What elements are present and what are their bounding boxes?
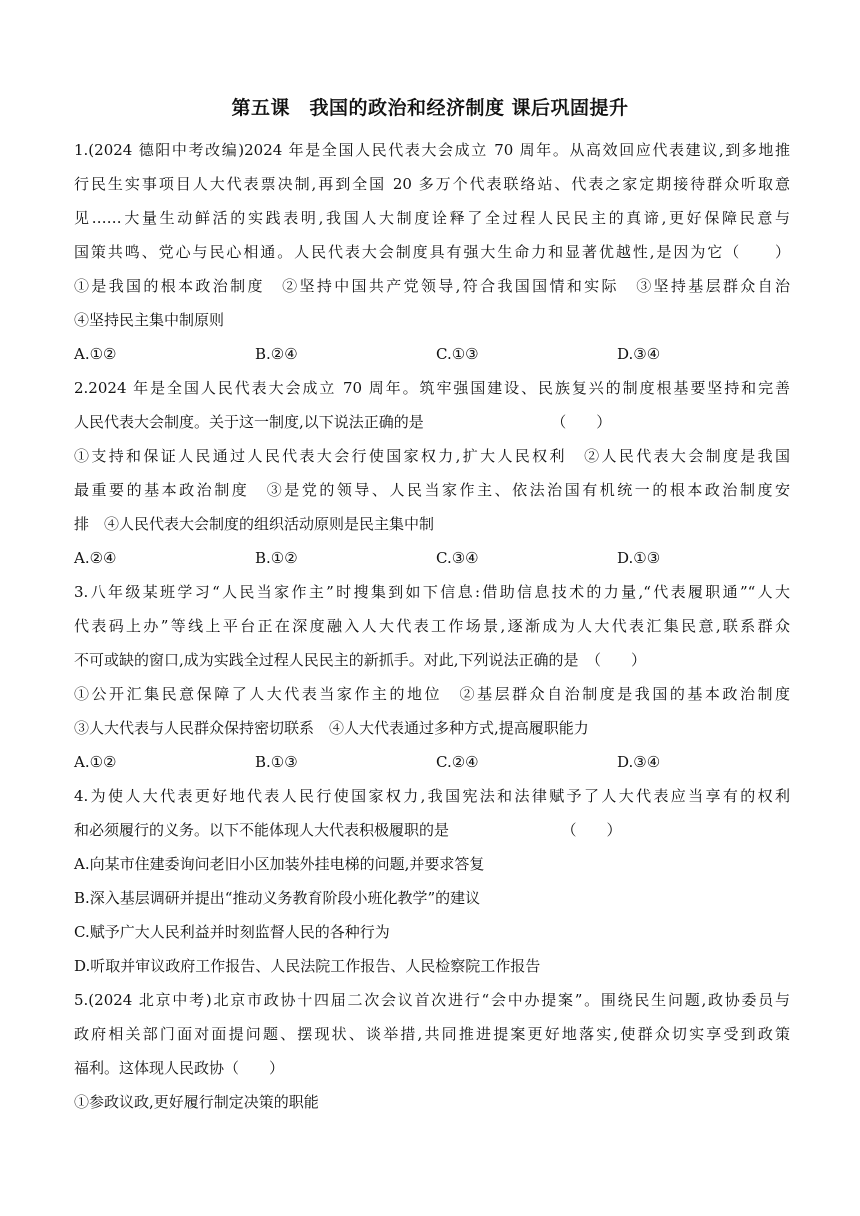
option-b: B.①② <box>255 549 298 567</box>
question-text-line: 2.2024 年是全国人民代表大会成立 70 周年。筑牢强国建设、民族复兴的制度根基要坚持和完善 <box>74 379 790 397</box>
answer-options <box>74 337 790 371</box>
question-text-line: 不可或缺的窗口,成为实践全过程人民民主的新抓手。对此,下列说法正确的是 （ ） <box>74 651 647 669</box>
question-5 <box>74 983 790 1119</box>
question-1 <box>74 133 790 371</box>
option-a: A.①② <box>74 345 117 363</box>
statement-line: ①参政议政,更好履行制定决策的职能 <box>74 1093 319 1111</box>
option-b: B.②④ <box>255 345 298 363</box>
question-text-line: 人民代表大会制度。关于这一制度,以下说法正确的是 （ ） <box>74 413 612 431</box>
question-text-line: 代表码上办”等线上平台正在深度融入人大代表工作场景,逐渐成为人大代表汇集民意,联系群众 <box>74 617 790 635</box>
option-a-line: A.向某市住建委询问老旧小区加装外挂电梯的问题,并要求答复 <box>74 855 485 873</box>
question-text-line: 行民生实事项目人大代表票决制,再到全国 20 多万个代表联络站、代表之家定期接待群众听取意 <box>74 175 790 193</box>
statement-line: ①公开汇集民意保障了人大代表当家作主的地位 ②基层群众自治制度是我国的基本政治制度 <box>74 685 790 703</box>
option-c: C.①③ <box>436 345 479 363</box>
option-d: D.③④ <box>617 345 661 363</box>
question-4 <box>74 779 790 983</box>
statement-line: ①是我国的根本政治制度 ②坚持中国共产党领导,符合我国国情和实际 ③坚持基层群众自治 <box>74 277 790 295</box>
statement-line: 最重要的基本政治制度 ③是党的领导、人民当家作主、依法治国有机统一的根本政治制度安 <box>74 481 790 499</box>
option-c: C.③④ <box>436 549 479 567</box>
question-text-line: 4.为使人大代表更好地代表人民行使国家权力,我国宪法和法律赋予了人大代表应当享有的权利 <box>74 787 790 805</box>
answer-options <box>74 745 790 779</box>
question-text-line: 见……大量生动鲜活的实践表明,我国人大制度诠释了全过程人民民主的真谛,更好保障民意与 <box>74 209 790 227</box>
question-text-line: 3.八年级某班学习“人民当家作主”时搜集到如下信息:借助信息技术的力量,“代表履职通”“人大 <box>74 583 790 601</box>
question-text-line: 国策共鸣、党心与民心相通。人民代表大会制度具有强大生命力和显著优越性,是因为它（ ） <box>74 243 790 261</box>
question-text-line: 福利。这体现人民政协（ ） <box>74 1059 285 1077</box>
question-text-line: 政府相关部门面对面提问题、摆现状、谈举措,共同推进提案更好地落实,使群众切实享受到政策 <box>74 1025 790 1043</box>
question-text-line: 1.(2024 德阳中考改编)2024 年是全国人民代表大会成立 70 周年。从高效回应代表建议,到多地推 <box>74 141 790 159</box>
option-d: D.①③ <box>617 549 661 567</box>
statement-line: ①支持和保证人民通过人民代表大会行使国家权力,扩大人民权利 ②人民代表大会制度是我国 <box>74 447 790 465</box>
option-c-line: C.赋予广大人民利益并时刻监督人民的各种行为 <box>74 923 390 941</box>
option-d-line: D.听取并审议政府工作报告、人民法院工作报告、人民检察院工作报告 <box>74 957 541 975</box>
question-text-line: 和必须履行的义务。以下不能体现人大代表积极履职的是 （ ） <box>74 821 622 839</box>
answer-options <box>74 541 790 575</box>
question-3 <box>74 575 790 779</box>
option-b: B.①③ <box>255 753 298 771</box>
statement-line: ④坚持民主集中制原则 <box>74 311 225 329</box>
statement-line: ③人大代表与人民群众保持密切联系 ④人大代表通过多种方式,提高履职能力 <box>74 719 589 737</box>
option-c: C.②④ <box>436 753 479 771</box>
option-a: A.①② <box>74 753 117 771</box>
statement-line: 排 ④人民代表大会制度的组织活动原则是民主集中制 <box>74 515 435 533</box>
option-a: A.②④ <box>74 549 117 567</box>
question-text-line: 5.(2024 北京中考)北京市政协十四届二次会议首次进行“会中办提案”。围绕民生问题,政协委员与 <box>74 991 790 1009</box>
option-d: D.③④ <box>617 753 661 771</box>
question-list <box>74 133 790 1119</box>
option-b-line: B.深入基层调研并提出“推动义务教育阶段小班化教学”的建议 <box>74 889 481 907</box>
question-2 <box>74 371 790 575</box>
page-title: 第五课 我国的政治和经济制度 课后巩固提升 <box>231 97 629 119</box>
